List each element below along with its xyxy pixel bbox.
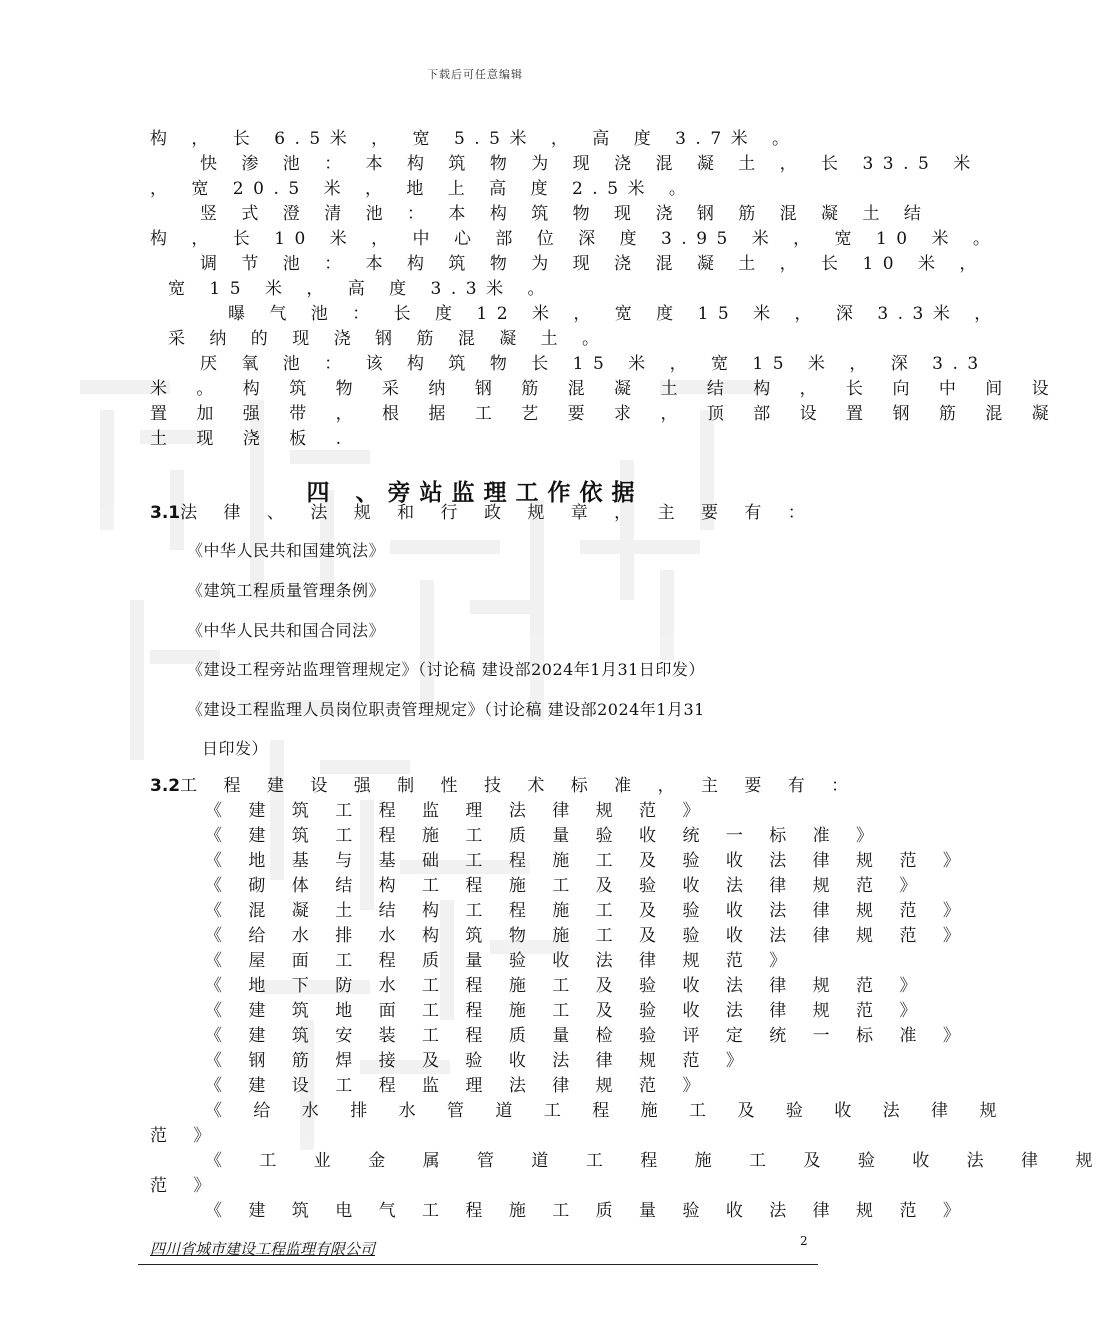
standard-item: 《 钢 筋 焊 接 及 验 收 法 律 规 范 》: [205, 1051, 754, 1071]
standard-item: 《 混 凝 土 结 构 工 程 施 工 及 验 收 法 律 规 范 》: [205, 901, 971, 921]
standard-item: 范 》: [150, 1126, 221, 1146]
intro-line: 米 。 构 筑 物 采 纳 钢 筋 混 凝 土 结 构 ， 长 向 中 间 设: [150, 379, 1061, 399]
subsection-3-2: [150, 776, 859, 796]
standard-item: 《 建 筑 工 程 施 工 质 量 验 收 统 一 标 准 》: [205, 826, 884, 846]
standard-item: 范 》: [150, 1176, 221, 1196]
section-title: 四 、旁站监理工作依据: [306, 480, 644, 506]
intro-line: 置 加 强 带 ， 根 据 工 艺 要 求 ， 顶 部 设 置 钢 筋 混 凝: [150, 404, 1061, 424]
subsection-3-1: [150, 503, 815, 523]
intro-line: 竖 式 澄 清 池 ： 本 构 筑 物 现 浇 钢 筋 混 凝 土 结: [200, 204, 931, 224]
intro-line: 曝 气 池 ： 长 度 12 米 ， 宽 度 15 米 ， 深 3.3米 ，: [228, 304, 1001, 324]
law-item: 《建设工程旁站监理管理规定》（讨论稿 建设部2024年1月31日印发）: [187, 660, 705, 679]
intro-line: 快 渗 池 ： 本 构 筑 物 为 现 浇 混 凝 土 ， 长 33.5 米: [200, 154, 980, 174]
intro-line: 土 现 浇 板 .: [150, 429, 354, 449]
intro-line: 构 ， 长 6.5米 ， 宽 5.5米 ， 高 度 3.7米 。: [150, 129, 799, 149]
law-item: 《建设工程监理人员岗位职责管理规定》（讨论稿 建设部2024年1月31: [187, 700, 705, 719]
subsection-number: 3.2: [150, 776, 181, 796]
law-item: 日印发）: [202, 739, 269, 758]
standard-item: 《 地 基 与 基 础 工 程 施 工 及 验 收 法 律 规 范 》: [205, 851, 971, 871]
subsection-text: 工 程 建 设 强 制 性 技 术 标 准 ， 主 要 有 ：: [180, 776, 859, 796]
footer-divider: [138, 1264, 818, 1265]
standard-item: 《 屋 面 工 程 质 量 验 收 法 律 规 范 》: [205, 951, 797, 971]
standard-item: 《 砌 体 结 构 工 程 施 工 及 验 收 法 律 规 范 》: [205, 876, 927, 896]
intro-line: 采 纳 的 现 浇 钢 筋 混 凝 土 。: [168, 329, 609, 349]
intro-line: 调 节 池 ： 本 构 筑 物 为 现 浇 混 凝 土 ， 长 10 米 ，: [200, 254, 986, 274]
law-item: 《中华人民共和国合同法》: [187, 621, 386, 640]
page-number: 2: [800, 1234, 808, 1248]
subsection-number: 3.1: [150, 503, 181, 523]
standard-item: 《 给 水 排 水 管 道 工 程 施 工 及 验 收 法 律 规: [205, 1101, 1010, 1121]
subsection-text: 法 律 、 法 规 和 行 政 规 章 ， 主 要 有 ：: [180, 503, 816, 523]
standard-item: 《 建 设 工 程 监 理 法 律 规 范 》: [205, 1076, 710, 1096]
standard-item: 《 地 下 防 水 工 程 施 工 及 验 收 法 律 规 范 》: [205, 976, 927, 996]
intro-line: ， 宽 20.5 米 ， 地 上 高 度 2.5米 。: [150, 179, 696, 199]
footer-company: 四川省城市建设工程监理有限公司: [150, 1240, 376, 1258]
law-item: 《建筑工程质量管理条例》: [187, 581, 386, 600]
standard-item: 《 建 筑 地 面 工 程 施 工 及 验 收 法 律 规 范 》: [205, 1001, 927, 1021]
standard-item: 《 建 筑 安 装 工 程 质 量 检 验 评 定 统 一 标 准 》: [205, 1026, 971, 1046]
standard-item: 《 建 筑 电 气 工 程 施 工 质 量 验 收 法 律 规 范 》: [205, 1201, 971, 1221]
intro-line: 宽 15 米 ， 高 度 3.3米 。: [168, 279, 554, 299]
standard-item: 《 建 筑 工 程 监 理 法 律 规 范 》: [205, 801, 710, 821]
standard-item: 《 工 业 金 属 管 道 工 程 施 工 及 验 收 法 律 规: [205, 1151, 1108, 1171]
law-item: 《中华人民共和国建筑法》: [187, 541, 386, 560]
header-note: 下载后可任意编辑: [427, 68, 523, 81]
intro-line: 构 ， 长 10 米 ， 中 心 部 位 深 度 3.95 米 ， 宽 10 米 。: [150, 229, 1000, 249]
standard-item: 《 给 水 排 水 构 筑 物 施 工 及 验 收 法 律 规 范 》: [205, 926, 971, 946]
intro-line: 厌 氧 池 ： 该 构 筑 物 长 15 米 ， 宽 15 米 ， 深 3.3: [200, 354, 988, 374]
